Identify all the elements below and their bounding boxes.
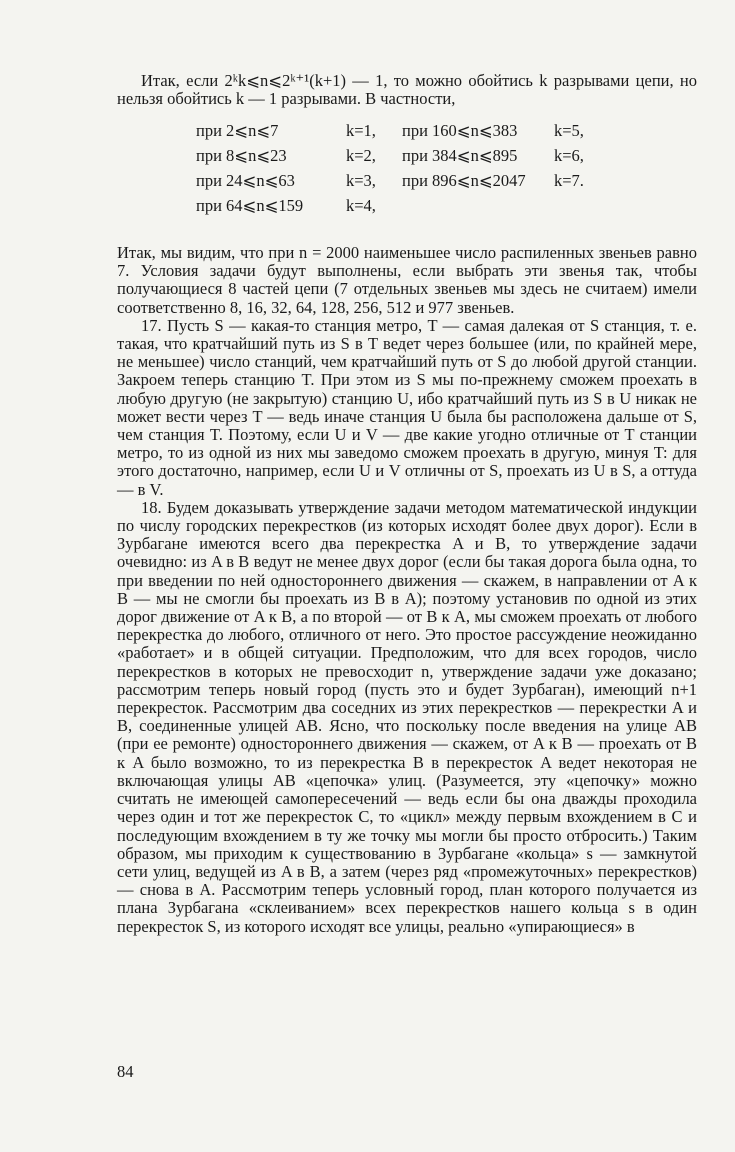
k-left: k=3,: [346, 171, 376, 190]
range-right: при 384⩽n⩽895: [402, 146, 518, 165]
page-number: 84: [117, 1062, 134, 1081]
ranges-row: [196, 143, 584, 168]
intro-paragraph: Итак, если 2ᵏk⩽n⩽2ᵏ⁺¹(k+1) — 1, то можно обойтись k разрывами цепи, но нельзя обойтись k — 1 разрывами. В частности,: [117, 71, 697, 109]
intro-text-block: [117, 72, 697, 108]
k-left: k=4,: [346, 196, 376, 215]
main-text-block: [117, 244, 697, 936]
ranges-row: [196, 168, 584, 193]
range-right: [402, 193, 554, 218]
ranges-table: [196, 118, 584, 218]
k-right: k=6,: [554, 146, 584, 165]
range-left: при 2⩽n⩽7: [196, 121, 279, 140]
paragraph-problem-18: 18. Будем доказывать утверждение задачи методом математической индукции по числу городских перекрестков (из которых исходят более двух дорог). Если в Зурбагане имеются всего два перекрестка A и B, то утверждение задачи очевидно: из A в B ведут не менее двух дорог (если бы такая дорога была одна, то при введении по ней одностороннего движения — скажем, в направлении от A к B — мы не смогли бы проехать из B в A); поэтому установив по одной из этих дорог движение от A к B, а по второй — от B к A, мы сможем проехать от любого перекрестка до любого, отличного от него. Это простое рассуждение неожиданно «работает» и в общей ситуации. Предположим, что для всех городов, число перекрестков в которых не превосходит n, утверждение задачи уже доказано; рассмотрим теперь новый город (пусть это и будет Зурбаган), имеющий n+1 перекресток. Рассмотрим два соседних из этих перекрестков — перекрестки A и B, соединенные улицей AB. Ясно, что поскольку после введения на улице AB (при ее ремонте) одностороннего движения — скажем, от A к B — проехать от B к A было возможно, то из перекрестка B в перекресток A ведет некоторая не включающая улицы AB «цепочка» улиц. (Разумеется, эту «цепочку» можно считать не имеющей самопересечений — ведь если бы она дважды проходила через один и тот же перекресток C, то «цикл» между первым вхождением в C и последующим вхождением в ту же точку мы могли бы просто отбросить.) Таким образом, мы приходим к существованию в Зурбагане «кольца» s — замкнутой сети улиц, ведущей из A в B, а затем (через ряд «промежуточных» перекрестков) — снова в A. Рассмотрим теперь условный город, план которого получается из плана Зурбагана «склеиванием» всех перекрестков нашего кольца s в один перекресток S, из которого исходят все улицы, реально «упирающиеся» в: [117, 497, 697, 936]
ranges-row: [196, 118, 584, 143]
range-left: при 24⩽n⩽63: [196, 171, 295, 190]
range-right: при 896⩽n⩽2047: [402, 171, 526, 190]
paragraph-problem-17: 17. Пусть S — какая-то станция метро, T — самая далекая от S станция, т. е. такая, что кратчайший путь из S в T ведет через большее (или, по крайней мере, не меньшее) число станций, чем кратчайший путь от S до любой другой станции. Закроем теперь станцию T. При этом из S мы по-прежнему сможем проехать в любую другую (не закрытую) станцию U, ибо кратчайший путь из S в U никак не может вести через T — ведь иначе станция U была бы расположена дальше от S, чем станция T. Поэтому, если U и V — две какие угодно отличные от T станции метро, то из одной из них мы заведомо сможем проехать в другую, минуя T: для этого достаточно, например, если U и V отличны от S, проехать из U в S, а оттуда — в V.: [117, 315, 697, 499]
ranges-row: [196, 193, 584, 218]
k-right: k=7.: [554, 171, 584, 190]
paragraph-summary: Итак, мы видим, что при n = 2000 наименьшее число распиленных звеньев равно 7. Условия задачи будут выполнены, если выбрать эти звенья так, чтобы получающиеся 8 частей цепи (7 отдельных звеньев мы здесь не считаем) имели соответственно 8, 16, 32, 64, 128, 256, 512 и 977 звеньев.: [117, 243, 697, 317]
range-right: при 160⩽n⩽383: [402, 121, 518, 140]
k-right: k=5,: [554, 121, 584, 140]
range-left: при 64⩽n⩽159: [196, 196, 304, 215]
range-left: при 8⩽n⩽23: [196, 146, 287, 165]
k-left: k=2,: [346, 146, 376, 165]
k-left: k=1,: [346, 121, 376, 140]
